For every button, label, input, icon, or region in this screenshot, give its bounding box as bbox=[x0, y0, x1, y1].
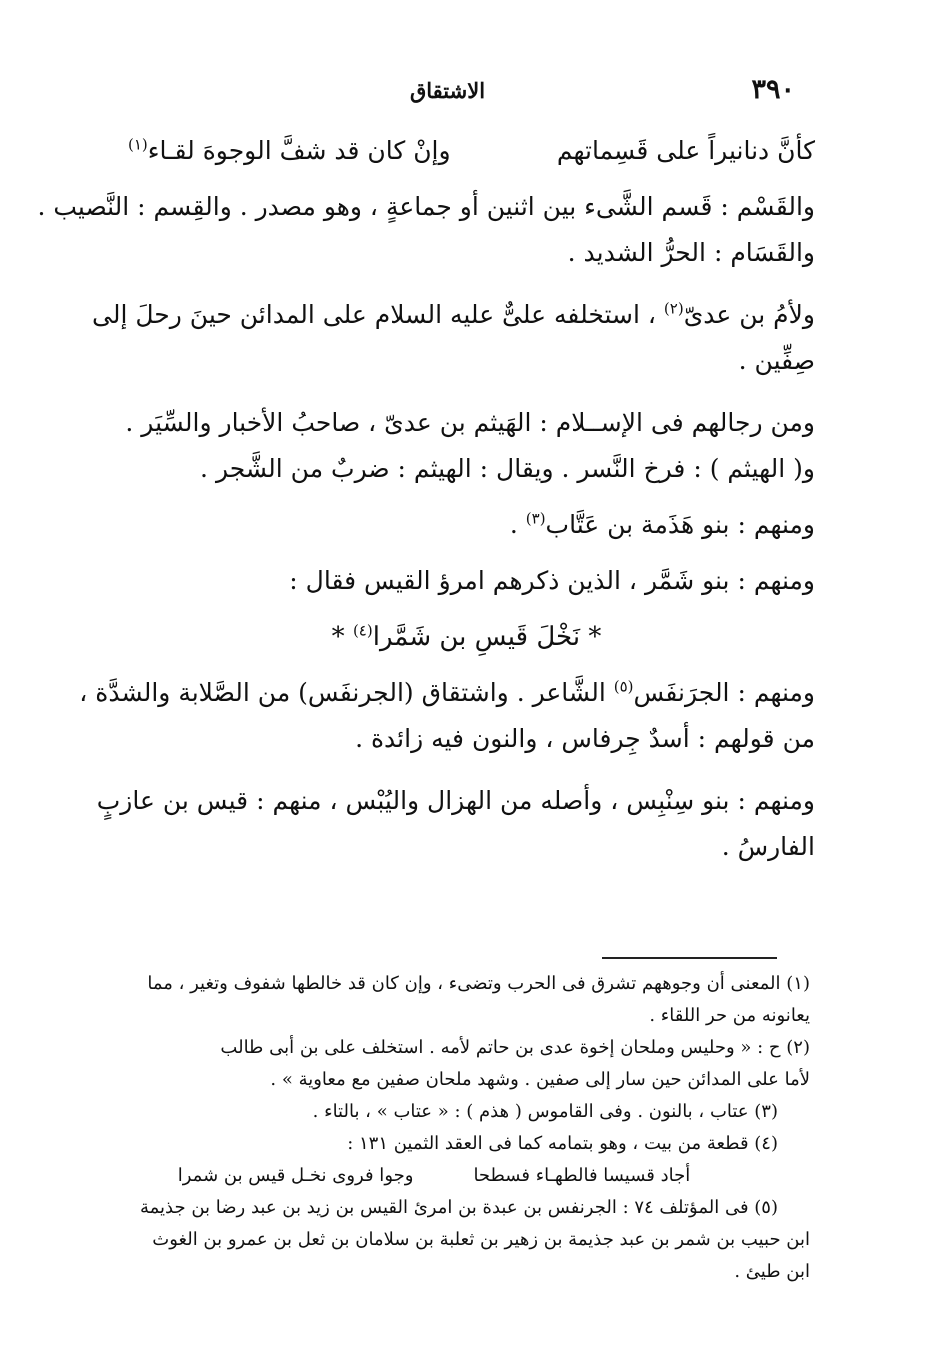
quote-line bbox=[118, 614, 815, 660]
text-run: . bbox=[509, 510, 526, 539]
verse-line bbox=[118, 128, 815, 174]
footnote-verse-first: أجاد قسيسا فالطهـاء فسطحا bbox=[473, 1165, 691, 1186]
paragraph-line: صِفِّين . bbox=[738, 346, 815, 375]
footnote-2: (٢) ح : « وحليس وملحان إخوة عدى بن حاتم لأمه . استخلف على بن أبى طالب bbox=[220, 1037, 810, 1058]
footnote-ref-5: (٥) bbox=[613, 677, 634, 696]
paragraph-line: من قولهم : أسدٌ جِرفاس ، والنون فيه زائدة . bbox=[355, 724, 815, 753]
page-number: ٣٩٠ bbox=[751, 74, 795, 105]
footnote-5: (٥) فى المؤتلف ٧٤ : الجرنفس بن عبدة بن امرئ القيس بن زيد بن عبد رضا بن جذيمة bbox=[139, 1197, 778, 1218]
paragraph-shammar bbox=[118, 558, 815, 604]
verse-first-hemistich: كأنَّ دنانيراً على قَسِماتهم bbox=[556, 136, 815, 165]
paragraph-lam-ibn-adi bbox=[92, 292, 815, 384]
footnote-ref-4: (٤) bbox=[352, 621, 373, 640]
footnote-4-verse bbox=[118, 1160, 810, 1192]
footnote-2-continued: لأما على المدائن حين سار إلى صفين . وشهد ملحان صفين مع معاوية » . bbox=[270, 1069, 810, 1090]
text-run: ، استخلفه علىٌّ عليه السلام على المدائن حينَ رحلَ إلى bbox=[92, 300, 664, 329]
footnote-ref-2: (٢) bbox=[663, 299, 684, 318]
footnote-3: (٣) عتاب ، بالنون . وفى القاموس ( هذم ) : « عتاب » ، بالتاء . bbox=[312, 1101, 778, 1122]
paragraph-line bbox=[118, 502, 815, 548]
paragraph-jaranfas bbox=[79, 670, 815, 762]
paragraph-sinbis bbox=[96, 778, 815, 870]
main-text bbox=[37, 128, 815, 886]
footnote-1: (١) المعنى أن وجوههم تشرق فى الحرب وتضىء ، وإن كان قد خالطها شفوف وتغير ، مما bbox=[147, 973, 810, 994]
footnotes bbox=[118, 968, 810, 1288]
text-run: ولأمُ بن عدىّ bbox=[683, 300, 815, 329]
paragraph-qasm bbox=[37, 184, 815, 276]
footnote-1-continued: يعانونه من حر اللقاء . bbox=[649, 1005, 810, 1026]
running-header bbox=[100, 74, 795, 114]
paragraph-line bbox=[92, 292, 815, 338]
text-run: الشَّاعر . واشتقاق (الجرنفَس) من الصَّلابة والشدَّة ، bbox=[79, 678, 614, 707]
footnote-ref-3: (٣) bbox=[525, 509, 546, 528]
verse-second-hemistich bbox=[128, 128, 451, 174]
footnote-5-continued: ابن حبيب بن شمر بن عبد جذيمة بن زهير بن ثعلبة بن سلامان بن ثعل بن عمرو بن الغوث bbox=[152, 1229, 810, 1250]
text-run: * نَخْلَ قَيسِ بن شَمَّرا bbox=[372, 622, 602, 652]
footnote-verse-second: وجوا فروى نخـل قيس بن شمرا bbox=[177, 1165, 414, 1186]
quoted-hemistich bbox=[118, 614, 815, 660]
footnote-4: (٤) قطعة من بيت ، وهو بتمامه كما فى العقد الثمين ١٣١ : bbox=[347, 1133, 778, 1154]
paragraph-line: الفارسُ . bbox=[721, 832, 815, 861]
paragraph-line: ومنهم : بنو سِنْبِس ، وأصله من الهزال واليُبْس ، منهم : قيس بن عازبٍ bbox=[96, 786, 815, 815]
paragraph-hadhama bbox=[118, 502, 815, 548]
header-title: الاشتقاق bbox=[409, 78, 486, 103]
footnote-ref-1: (١) bbox=[128, 135, 148, 154]
paragraph-haytham bbox=[118, 400, 815, 492]
paragraph-line: والقَسَام : الحرُّ الشديد . bbox=[567, 238, 815, 267]
paragraph-line: ومنهم : بنو شَمَّر ، الذين ذكرهم امرؤ القيس فقال : bbox=[289, 566, 815, 595]
paragraph-line bbox=[79, 670, 815, 716]
verse-block bbox=[118, 128, 815, 174]
text-run: ومنهم : الجرَنفَس bbox=[633, 678, 815, 707]
footnote-5-continued: ابن طيئ . bbox=[734, 1261, 810, 1282]
paragraph-line: ومن رجالهم فى الإســلام : الهَيثم بن عدىّ ، صاحبُ الأخبار والسِّيَر . bbox=[125, 408, 815, 437]
text-run: * bbox=[331, 622, 353, 652]
text-run: ومنهم : بنو هَذَمة بن عَتَّاب bbox=[545, 510, 815, 539]
paragraph-line: و( الهيثم ) : فرخ النَّسر . ويقال : الهيثم : ضربٌ من الشَّجر . bbox=[200, 454, 815, 483]
paragraph-line: والقَسْم : قَسم الشَّىء بين اثنين أو جماعةٍ ، وهو مصدر . والقِسم : النَّصيب . bbox=[37, 192, 815, 221]
verse-second-text: وإنْ كان قد شفَّ الوجوهَ لقـاء bbox=[147, 136, 451, 165]
footnote-separator bbox=[602, 957, 777, 959]
